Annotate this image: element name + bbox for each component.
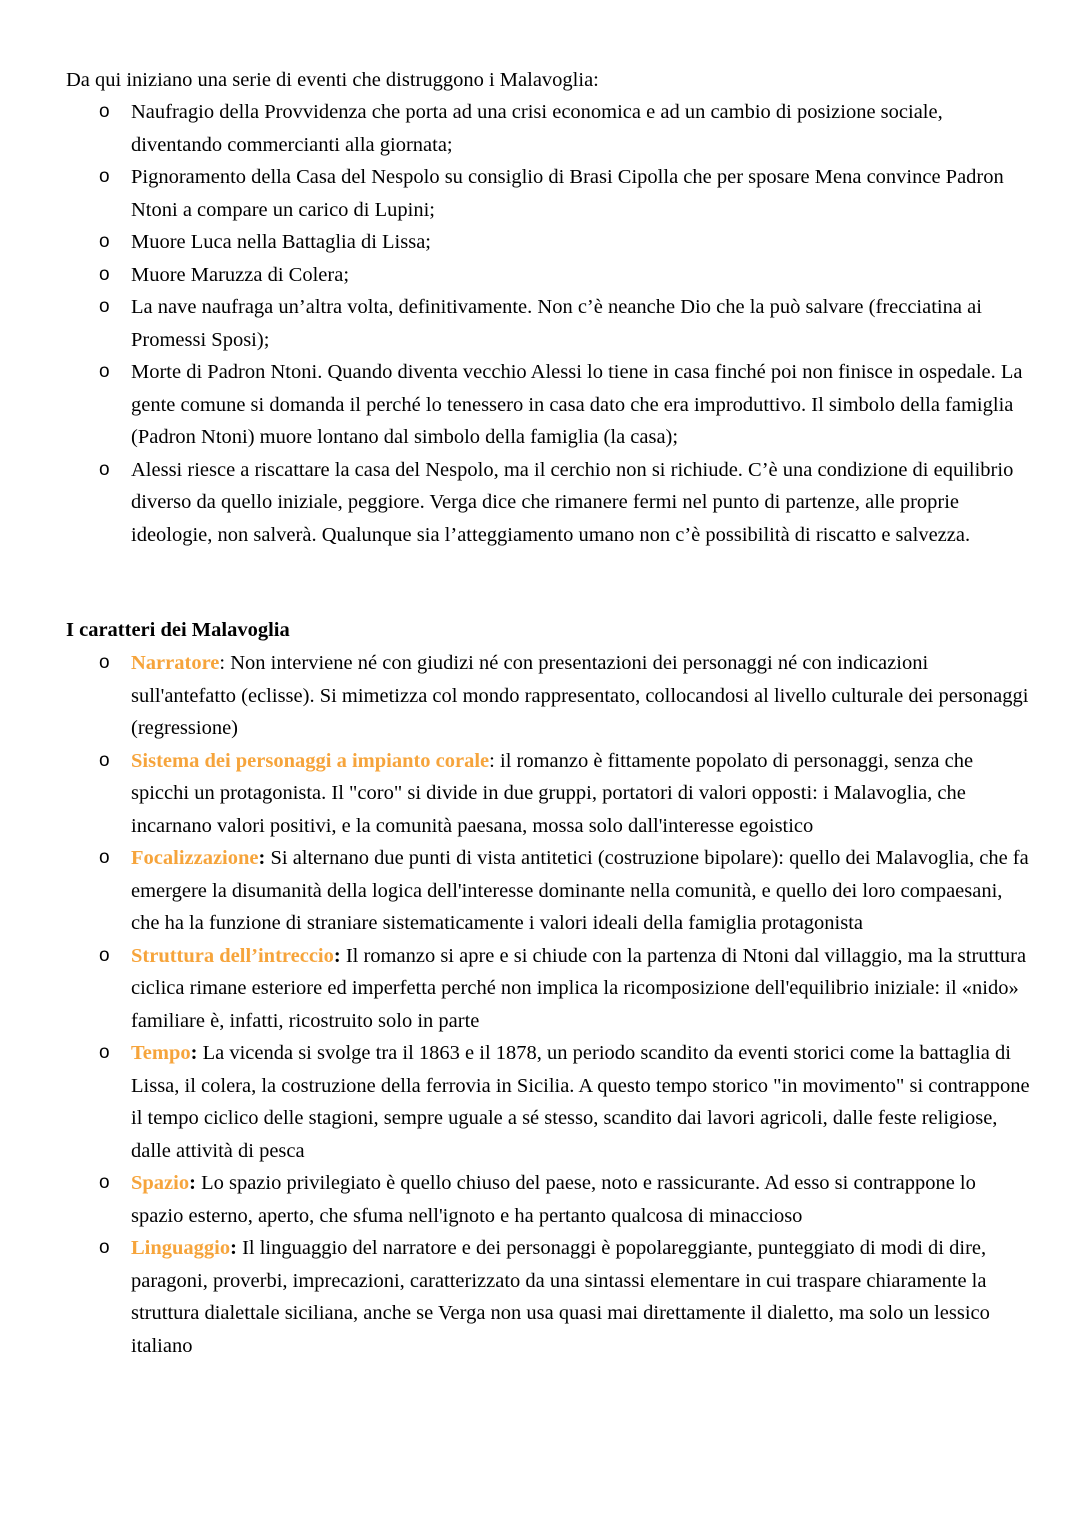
list-item	[0, 1037, 1080, 1167]
list-item	[0, 291, 1080, 356]
bullet-icon: o	[99, 101, 110, 122]
bullet-icon: o	[99, 361, 110, 382]
list-item	[0, 940, 1080, 1038]
term-colon: :	[258, 847, 266, 869]
term-description: Lo spazio privilegiato è quello chiuso del paese, noto e rassicurante. Ad esso si contrappone lo spazio esterno, aperto, che sfuma nell'ignoto e ha pertanto qualcosa di minaccioso	[131, 1172, 976, 1227]
event-text: Muore Luca nella Battaglia di Lissa;	[131, 231, 432, 253]
term-description: il romanzo è fittamente popolato di personaggi, senza che spicchi un protagonista. Il "coro" si divide in due gruppi, portatori di valori opposti: i Malavoglia, che incarnano valori positivi, e la comunità paesana, mossa solo dall'interesse egoistico	[131, 749, 974, 837]
list-item	[0, 161, 1080, 226]
list-item	[0, 226, 1080, 259]
list-item	[0, 356, 1080, 454]
term-colon: :	[190, 1042, 198, 1064]
list-item	[0, 259, 1080, 292]
event-text: Alessi riesce a riscattare la casa del Nespolo, ma il cerchio non si richiude. C’è una condizione di equilibrio diverso da quello iniziale, peggiore. Verga dice che rimanere fermi nel punto di partenze, alle proprie ideologie, non salverà. Qualunque sia l’atteggiamento umano non c’è possibilità di riscatto e salvezza.	[131, 458, 1014, 546]
term-label: Narratore	[131, 652, 220, 674]
term-colon: :	[489, 749, 495, 772]
list-item	[0, 454, 1080, 552]
bullet-icon: o	[99, 458, 110, 480]
bullet-icon: o	[99, 166, 110, 187]
term-label: Spazio	[131, 1172, 190, 1194]
section-title: I caratteri dei Malavoglia	[66, 619, 290, 641]
bullet-icon: o	[99, 1172, 110, 1193]
term-colon: :	[219, 652, 226, 674]
list-item	[0, 745, 1080, 843]
term-description: Si alternano due punti di vista antitetici (costruzione bipolare): quello dei Malavoglia, che fa emergere la disumanità della logica dell'interesse dominante nella comunità, e quello dei loro compaesani, che ha la funzione di straniare sistematicamente i valori ideali della famiglia protagonista	[131, 847, 1029, 934]
event-text: Muore Maruzza di Colera;	[131, 263, 350, 286]
term-colon: :	[333, 944, 341, 967]
list-item	[0, 96, 1080, 161]
term-description: La vicenda si svolge tra il 1863 e il 1878, un periodo scandito da eventi storici come la battaglia di Lissa, il colera, la costruzione della ferrovia in Sicilia. A questo tempo storico "in movimento" si contrappone il tempo ciclico delle stagioni, sempre uguale a sé stesso, scandito dai lavori agricoli, dalle feste religiose, dalle attività di pesca	[131, 1042, 1030, 1162]
term-colon: :	[189, 1172, 196, 1194]
term-description: Il linguaggio del narratore e dei personaggi è popolareggiante, punteggiato di modi di dire, paragoni, proverbi, imprecazioni, caratterizzato da una sintassi elementare in cui traspare chiaramente la struttura dialettale siciliana, anche se Verga non usa quasi mai direttamente il dialetto, ma solo un lessico italiano	[131, 1237, 990, 1357]
term-label: Linguaggio	[131, 1237, 231, 1259]
bullet-icon: o	[99, 263, 110, 285]
term-label: Sistema dei personaggi a impianto corale	[131, 749, 490, 772]
bullet-icon: o	[99, 1042, 110, 1063]
term-label: Struttura dell’intreccio	[131, 944, 334, 967]
list-item	[0, 647, 1080, 745]
list-item	[0, 1167, 1080, 1232]
bullet-icon: o	[99, 296, 110, 317]
bullet-icon: o	[99, 749, 110, 771]
term-description: Il romanzo si apre e si chiude con la partenza di Ntoni dal villaggio, ma la struttura ciclica rimane esteriore ed imperfetta perché non implica la ricomposizione dell'equilibrio iniziale: il «nido» familiare è, infatti, ricostruito solo in parte	[131, 944, 1027, 1032]
list-item	[0, 842, 1080, 940]
intro-paragraph: Da qui iniziano una serie di eventi che distruggono i Malavoglia:	[66, 69, 599, 91]
characters-list	[0, 647, 1080, 1362]
term-description: Non interviene né con giudizi né con presentazioni dei personaggi né con indicazioni sull'antefatto (eclisse). Si mimetizza col mondo rappresentato, collocandosi al livello culturale dei personaggi (regressione)	[131, 652, 1029, 739]
event-text: Naufragio della Provvidenza che porta ad una crisi economica e ad un cambio di posizione sociale, diventando commercianti alla giornata;	[131, 101, 943, 156]
event-text: Pignoramento della Casa del Nespolo su consiglio di Brasi Cipolla che per sposare Mena convince Padron Ntoni a compare un carico di Lupini;	[131, 166, 1004, 221]
bullet-icon: o	[99, 1237, 110, 1258]
bullet-icon: o	[99, 652, 110, 673]
list-item	[0, 1232, 1080, 1362]
bullet-icon: o	[99, 944, 110, 966]
term-label: Tempo	[131, 1042, 191, 1064]
bullet-icon: o	[99, 847, 110, 868]
event-text: La nave naufraga un’altra volta, definitivamente. Non c’è neanche Dio che la può salvare (frecciatina ai Promessi Sposi);	[131, 296, 982, 351]
bullet-icon: o	[99, 231, 110, 252]
events-list	[0, 96, 1080, 551]
event-text: Morte di Padron Ntoni. Quando diventa vecchio Alessi lo tiene in casa finché poi non finisce in ospedale. La gente comune si domanda il perché lo tenessero in casa dato che era improduttivo. Il simbolo della famiglia (Padron Ntoni) muore lontano dal simbolo della famiglia (la casa);	[131, 361, 1023, 448]
term-colon: :	[230, 1237, 237, 1259]
term-label: Focalizzazione	[131, 847, 259, 869]
